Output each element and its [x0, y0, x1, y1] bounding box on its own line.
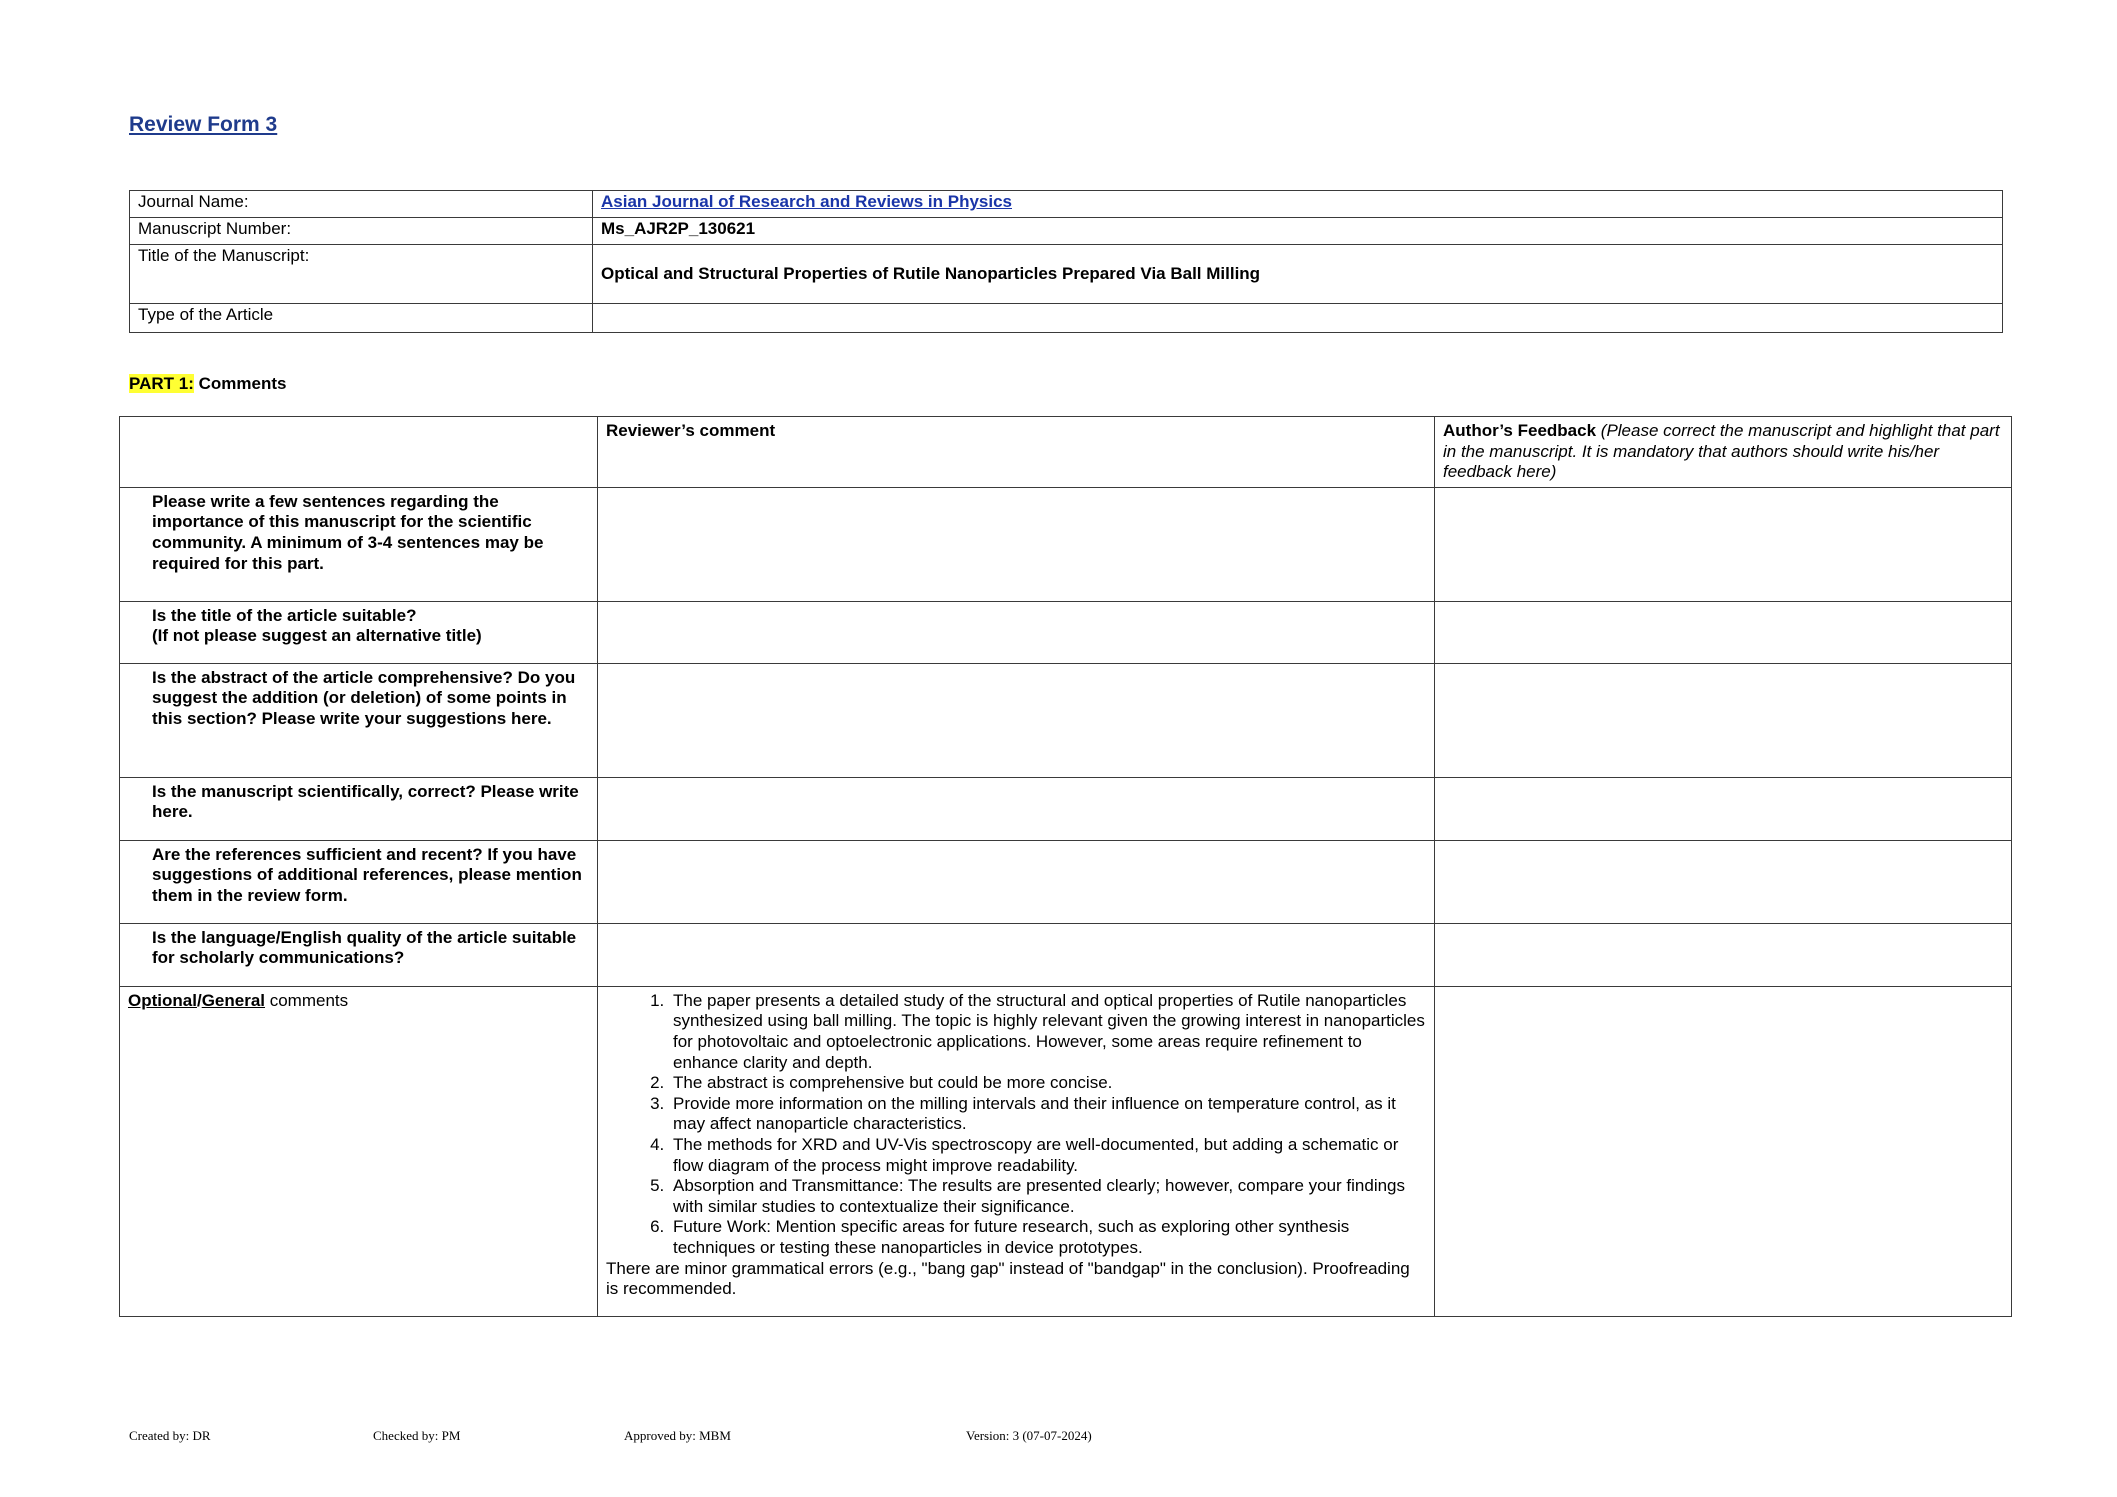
manuscript-info-table [129, 190, 2003, 333]
header-author-cell [1435, 417, 2012, 488]
journal-value-cell [593, 191, 2003, 218]
optional-label-comments: comments [265, 990, 349, 1010]
question-row [120, 840, 2012, 923]
title-label: Title of the Manuscript: [130, 245, 593, 304]
optional-label-general: General [201, 990, 265, 1010]
optional-comments-row [120, 986, 2012, 1316]
part-label: PART 1: [129, 374, 194, 393]
reviewer-comment-cell[interactable] [598, 601, 1435, 663]
question-title-note: (If not please suggest an alternative title) [152, 626, 482, 646]
author-feedback-cell[interactable] [1435, 601, 2012, 663]
list-item: 5. Absorption and Transmittance: The results are presented clearly; however, compare your findings with similar studies to contextualize their significance. [669, 1176, 1426, 1217]
list-item: 2. The abstract is comprehensive but could be more concise. [669, 1073, 1426, 1094]
reviewer-comment-cell[interactable] [598, 663, 1435, 777]
list-item: 6. Future Work: Mention specific areas for future research, such as exploring other synthesis techniques or testing these nanoparticles in device prototypes. [669, 1217, 1426, 1258]
author-feedback-cell[interactable] [1435, 777, 2012, 840]
question-row [120, 777, 2012, 840]
list-item: 3. Provide more information on the milling intervals and their influence on temperature control, as it may affect nanoparticle characteristics. [669, 1094, 1426, 1135]
author-feedback-cell[interactable] [1435, 840, 2012, 923]
info-row-journal [130, 191, 2003, 218]
author-feedback-cell[interactable] [1435, 487, 2012, 601]
question-row [120, 663, 2012, 777]
footer-checked: Checked by: PM [373, 1428, 461, 1443]
author-feedback-cell[interactable] [1435, 986, 2012, 1316]
list-item: 4. The methods for XRD and UV-Vis spectroscopy are well-documented, but adding a schematic or flow diagram of the process might improve readability. [669, 1135, 1426, 1176]
part-heading [129, 374, 286, 394]
reviewer-comment-cell[interactable] [598, 840, 1435, 923]
form-title: Review Form 3 [129, 113, 278, 136]
title-value: Optical and Structural Properties of Rutile Nanoparticles Prepared Via Ball Milling [601, 264, 1261, 283]
optional-reviewer-comment[interactable] [598, 986, 1435, 1316]
header-empty-cell [120, 417, 598, 488]
part-heading-text: Comments [198, 374, 287, 393]
question-title-cell [120, 601, 598, 663]
header-author-italic: (Please correct the manuscript and highlight that part in the manuscript. It is mandatory that authors should write his/her feedback here) [1443, 421, 2000, 482]
comments-table [119, 416, 2012, 1317]
reviewer-comment-cell[interactable] [598, 487, 1435, 601]
question-scientific: Is the manuscript scientifically, correct? Please write here. [120, 777, 598, 840]
title-value-cell [593, 245, 2003, 304]
info-row-manuscript-number [130, 218, 2003, 245]
question-title: Is the title of the article suitable? [152, 605, 417, 625]
question-row [120, 601, 2012, 663]
footer-version: Version: 3 (07-07-2024) [966, 1428, 1092, 1443]
author-feedback-cell[interactable] [1435, 663, 2012, 777]
list-item: 1. The paper presents a detailed study of the structural and optical properties of Rutile nanoparticles synthesized using ball milling. The topic is highly relevant given the growing interest in nanoparticles for photovoltaic and optoelectronic applications. However, some areas require refinement to enhance clarity and depth. [669, 991, 1426, 1073]
question-references: Are the references sufficient and recent? If you have suggestions of additional references, please mention them in the review form. [120, 840, 598, 923]
optional-label-cell [120, 986, 598, 1316]
info-row-type [130, 304, 2003, 333]
header-author-bold: Author’s Feedback [1443, 421, 1597, 440]
optional-label-sep: / [196, 990, 202, 1010]
type-label: Type of the Article [130, 304, 593, 333]
info-row-title [130, 245, 2003, 304]
header-reviewer: Reviewer’s comment [598, 417, 1435, 488]
comments-header-row [120, 417, 2012, 488]
question-abstract: Is the abstract of the article comprehensive? Do you suggest the addition (or deletion) of some points in this section? Please write your suggestions here. [120, 663, 598, 777]
journal-link[interactable]: Asian Journal of Research and Reviews in Physics [601, 192, 1012, 211]
reviewer-comment-cell[interactable] [598, 923, 1435, 986]
type-value[interactable] [593, 304, 2003, 333]
question-row [120, 923, 2012, 986]
manuscript-number-label: Manuscript Number: [130, 218, 593, 245]
optional-label-optional: Optional [128, 990, 197, 1010]
optional-closing: There are minor grammatical errors (e.g., "bang gap" instead of "bandgap" in the conclusion). Proofreading is recommended. [606, 1258, 1410, 1299]
reviewer-comment-cell[interactable] [598, 777, 1435, 840]
journal-label: Journal Name: [130, 191, 593, 218]
footer-approved: Approved by: MBM [624, 1428, 731, 1443]
question-language: Is the language/English quality of the article suitable for scholarly communications? [120, 923, 598, 986]
question-row [120, 487, 2012, 601]
footer-created: Created by: DR [129, 1428, 211, 1443]
optional-comment-list [606, 991, 1426, 1259]
manuscript-number-value: Ms_AJR2P_130621 [593, 218, 2003, 245]
question-importance: Please write a few sentences regarding the importance of this manuscript for the scientific community. A minimum of 3-4 sentences may be required for this part. [120, 487, 598, 601]
author-feedback-cell[interactable] [1435, 923, 2012, 986]
